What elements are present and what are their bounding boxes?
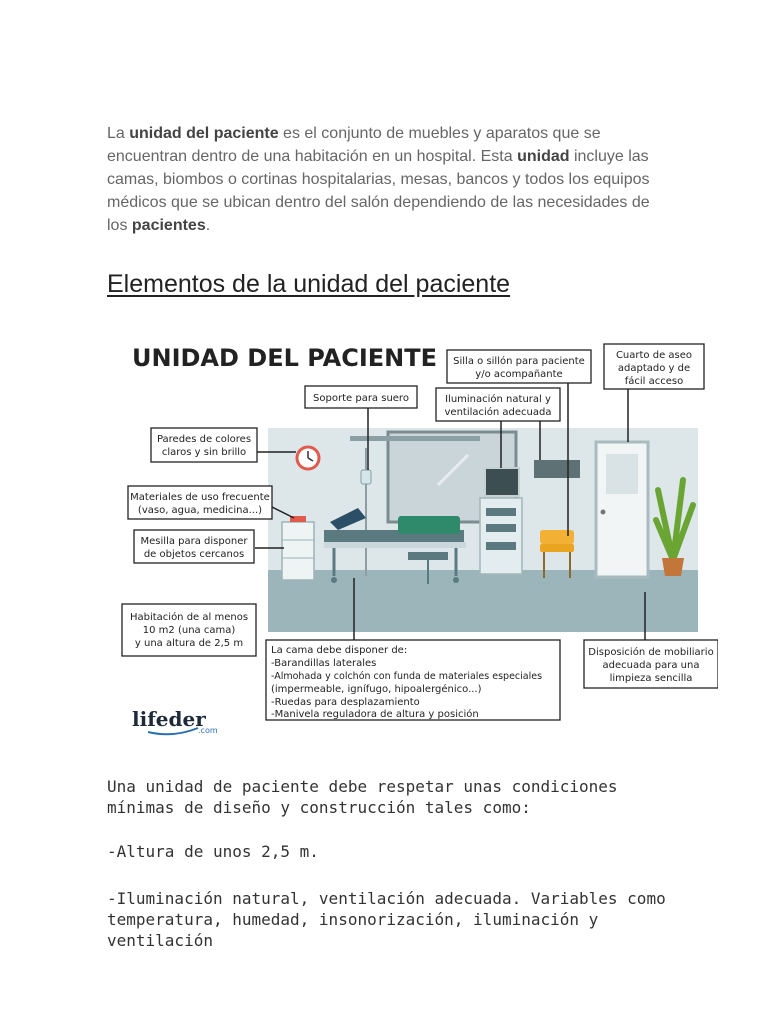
label-materiales-1: Materiales de uso frecuente [130,492,270,503]
monitor-icon [485,468,519,496]
label-cama-3: -Almohada y colchón con funda de materiales especiales [271,671,543,682]
infographic-svg [118,330,718,740]
chair-back [540,530,574,544]
label-aseo-2: adaptado y de [617,363,691,374]
bed-rail [324,542,466,548]
intro-bold-1: unidad del paciente [129,125,279,142]
label-paredes-1: Paredes de colores [156,434,252,445]
nightstand [282,522,314,580]
label-cama-4: (impermeable, ignífugo, hipoalergénico...) [271,684,482,695]
equipment-panel [486,524,516,532]
label-cama-5: -Ruedas para desplazamiento [271,697,420,708]
label-iluminacion-1: Iluminación natural y [445,394,551,405]
intro-bold-3: pacientes [131,217,206,234]
label-mobiliario-1: Disposición de mobiliario [588,647,714,658]
label-materiales-2: (vaso, agua, medicina...) [137,505,263,516]
paragraph-height: -Altura de unos 2,5 m. [107,842,319,861]
label-aseo-3: fácil acceso [624,376,684,387]
plant-pot [662,558,684,576]
label-habitacion-2: 10 m2 (una cama) [142,625,236,636]
intro-bold-2: unidad [517,148,570,165]
label-cama-1: La cama debe disponer de: [271,645,408,656]
iv-bag [361,470,371,484]
paragraph-conditions: Una unidad de paciente debe respetar unas condiciones mínimas de diseño y construcción tales como: [107,777,618,817]
label-paredes-2: claros y sin brillo [161,447,247,458]
bed-wheel [331,577,337,583]
overbed-table [408,552,448,560]
label-suero: Soporte para suero [313,393,409,404]
label-sillon-1: Silla o sillón para paciente [453,356,585,367]
equipment-panel [486,542,516,550]
equipment-panel [486,508,516,516]
label-sillon-2: y/o acompañante [475,369,563,380]
lifeder-logo-sub: .com [198,726,218,735]
label-iluminacion-2: ventilación adecuada [444,407,552,418]
label-cama-2: -Barandillas laterales [271,658,377,669]
intro-paragraph [107,122,667,237]
chair-seat [540,544,574,552]
intro-text-4: . [205,217,211,234]
bed-blanket [398,516,460,534]
curtain-rail [350,436,480,441]
label-mesilla-2: de objetos cercanos [143,549,245,560]
label-mesilla-1: Mesilla para disponer [140,536,248,547]
intro-text-1: La [107,125,130,142]
intro-text-2: es el conjunto de muebles y aparatos que se encuentran dentro de una habitación en un hospital. Esta [107,125,601,165]
intro-text-3: incluye las camas, biombos o cortinas hospitalarias, mesas, bancos y todos los equipos médicos que se ubican dentro del salón dependiendo de las necesidades de los [107,148,650,234]
label-habitacion-1: Habitación de al menos [129,612,249,623]
door-window [606,454,638,494]
paragraph-lighting: -Iluminación natural, ventilación adecuada. Variables como temperatura, humedad, insonorización, iluminación y ventilación [107,889,666,950]
section-heading: Elementos de la unidad del paciente [107,270,511,298]
infographic [118,330,718,740]
door-handle [601,510,606,515]
figure-title: UNIDAD DEL PACIENTE [132,344,437,372]
lifeder-logo: lifeder [132,707,206,731]
bed-wheel [453,577,459,583]
label-mobiliario-2: adecuada para una [602,660,700,671]
label-aseo-1: Cuarto de aseo [615,350,693,361]
label-mobiliario-3: limpieza sencilla [609,673,693,684]
label-cama-6: -Manivela reguladora de altura y posición [271,709,479,720]
label-habitacion-3: y una altura de 2,5 m [134,638,244,649]
wall-panel [534,460,580,478]
